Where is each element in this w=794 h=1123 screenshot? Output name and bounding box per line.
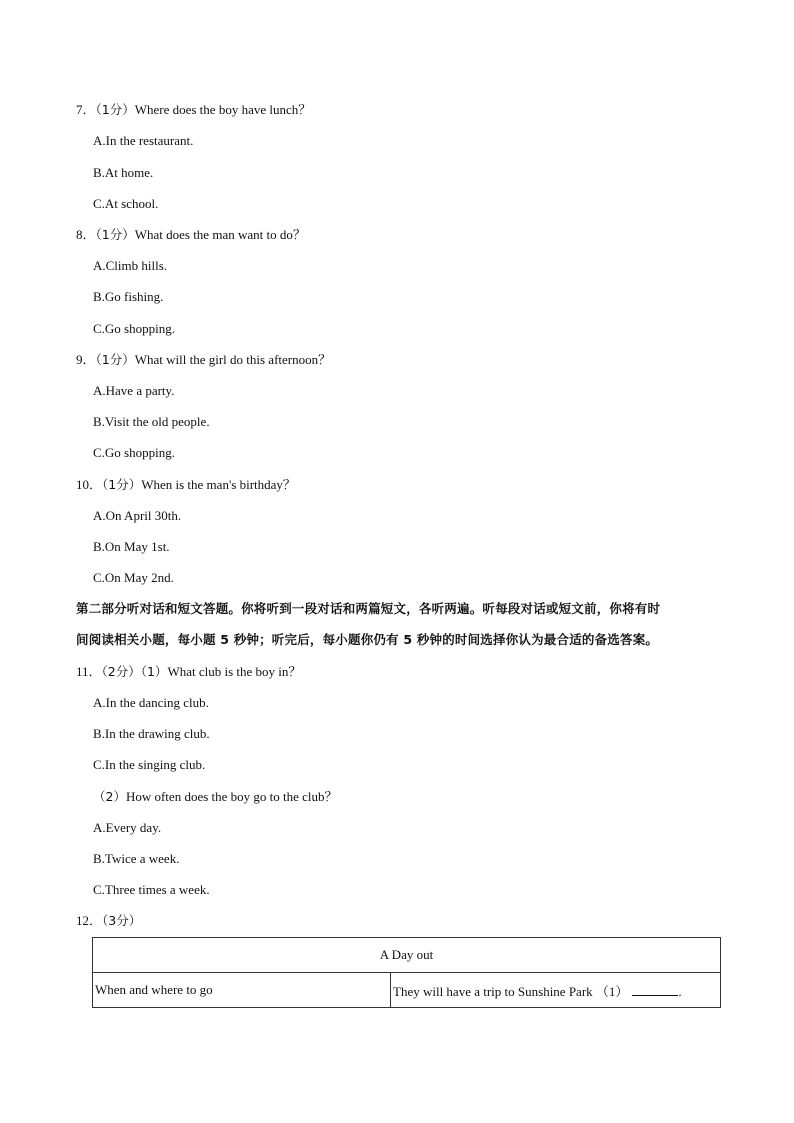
- section-2-instruction-line-1: 第二部分听对话和短文答题。你将听到一段对话和两篇短文，各听两遍。听每段对话或短文前，你将有时: [76, 601, 661, 616]
- answer-blank[interactable]: [632, 983, 678, 996]
- option-b: B.Twice a week.: [93, 851, 180, 866]
- day-out-table: [92, 937, 721, 1008]
- question-score: （1分）: [95, 352, 135, 367]
- option-c: C.Go shopping.: [93, 445, 175, 460]
- question-text: When is the man's birthday？: [141, 477, 296, 492]
- option-a: A.In the dancing club.: [93, 695, 209, 710]
- option-a: A.Have a party.: [93, 383, 175, 398]
- question-9: [76, 351, 331, 369]
- option-a: A.Climb hills.: [93, 258, 168, 273]
- sub-question-label: （1）: [140, 664, 168, 679]
- table-title: A Day out: [93, 938, 721, 973]
- table-cell-label: When and where to go: [93, 973, 391, 1008]
- question-score: （1分）: [95, 102, 135, 117]
- option-b: B.Visit the old people.: [93, 414, 210, 429]
- option-c: C.Go shopping.: [93, 321, 175, 336]
- question-text: What does the man want to do？: [134, 227, 306, 242]
- option-a: A.On April 30th.: [93, 508, 182, 523]
- question-number: 7．: [76, 102, 96, 117]
- question-11: [76, 663, 301, 681]
- question-score: （1分）: [95, 227, 135, 242]
- question-score: （1分）: [102, 477, 142, 492]
- question-score: （2分）: [101, 664, 141, 679]
- question-number: 9．: [76, 352, 96, 367]
- sub-question-label: （2）: [93, 789, 126, 804]
- table-cell-value: [391, 973, 721, 1008]
- option-a: A.Every day.: [93, 820, 162, 835]
- option-b: B.At home.: [93, 165, 154, 180]
- option-c: C.At school.: [93, 196, 159, 211]
- question-number: 12．: [76, 913, 103, 928]
- table-cell-text: They will have a trip to Sunshine Park （1）: [393, 983, 629, 999]
- option-a: A.In the restaurant.: [93, 133, 194, 148]
- option-b: B.On May 1st.: [93, 539, 170, 554]
- question-number: 8．: [76, 227, 96, 242]
- question-text: How often does the boy go to the club？: [125, 789, 338, 804]
- option-c: C.In the singing club.: [93, 757, 206, 772]
- sub-question-11-2: [93, 788, 338, 806]
- option-b: B.In the drawing club.: [93, 726, 210, 741]
- question-10: [76, 476, 296, 494]
- question-score: （3分）: [102, 913, 142, 928]
- question-number: 10．: [76, 477, 103, 492]
- table-cell-end: .: [678, 983, 682, 999]
- section-2-instruction-line-2: 间阅读相关小题，每小题 5 秒钟；听完后，每小题你仍有 5 秒钟的时间选择你认为最合适的备选答案。: [76, 632, 659, 647]
- question-text: What club is the boy in？: [167, 664, 302, 679]
- option-c: C.Three times a week.: [93, 882, 210, 897]
- question-number: 11．: [76, 664, 102, 679]
- question-7: [76, 101, 311, 119]
- table-row: [93, 973, 721, 1008]
- question-8: [76, 226, 306, 244]
- question-text: Where does the boy have lunch？: [134, 102, 312, 117]
- question-text: What will the girl do this afternoon？: [134, 352, 332, 367]
- option-c: C.On May 2nd.: [93, 570, 174, 585]
- option-b: B.Go fishing.: [93, 289, 164, 304]
- question-12: [76, 912, 141, 930]
